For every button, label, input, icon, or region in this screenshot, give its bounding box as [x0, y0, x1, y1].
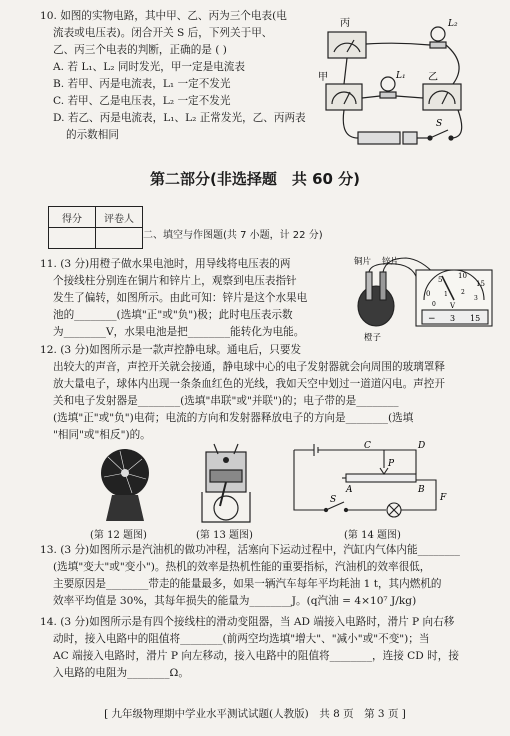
q13-line: 主要原因是________带走的能量最多，如果一辆汽车每年平均耗油 1 t，其内燃机的: [53, 578, 442, 590]
q11-line: 个接线柱分别连在铜片和锌片上，观察到电压表指针: [53, 275, 297, 287]
q10-option-d: D. 若乙、丙是电流表，L₁、L₂ 正常发光，乙、丙两表: [53, 112, 306, 124]
q12-line: "相同"或"相反")的。: [53, 429, 151, 441]
caption-fig-12: (第 12 题图): [90, 530, 147, 541]
question-14: [40, 614, 459, 682]
caption-fig-14: (第 14 题图): [344, 530, 401, 541]
label-f: F: [440, 493, 447, 503]
score-table: [48, 206, 143, 249]
q10-line: 乙、丙三个电表的判断，正确的是 ( ): [53, 44, 227, 56]
subtick-0: 0: [432, 301, 436, 308]
q10-line: 流表或电压表)。闭合开关 S 后，下列关于甲、: [53, 27, 273, 39]
q10-circuit-figure: [318, 14, 478, 164]
label-yi: 乙: [428, 72, 438, 83]
label-l2: L₂: [448, 19, 458, 29]
score-header: 得分: [49, 207, 96, 228]
q12-line: 放大量电子，球体内出现一条条血红色的光线，我如天空中划过一道道闪电。声控开: [53, 378, 445, 390]
label-orange: 橙子: [364, 333, 382, 343]
q10-option-a: A. 若 L₁、L₂ 同时发光，甲一定是电流表: [53, 61, 245, 73]
q13-line: 效率平均值是 30%，其每年损失的能量为________J。(q汽油 = 4×10⁷ J/kg): [53, 595, 417, 607]
label-jia: 甲: [318, 72, 328, 83]
q10-option-c: C. 若甲、乙是电压表，L₂ 一定不发光: [53, 95, 231, 107]
q12-line: 出较大的声音，声控开关就会接通，静电球中心的电子发射器就会向周围的玻璃罩释: [53, 361, 445, 373]
caption-fig-13: (第 13 题图): [196, 530, 253, 541]
question-12: [40, 342, 445, 444]
q12-line: 12. (3 分)如图所示是一款声控静电球。通电后，只要发: [40, 344, 302, 356]
q11-line: 发生了偏转，如图所示。由此可知：锌片是这个水果电: [53, 292, 308, 304]
subtick-2: 2: [461, 289, 465, 296]
q11-line: 池的________(选填"正"或"负")极；此时电压表示数: [53, 309, 293, 321]
label-p: P: [388, 459, 395, 469]
subtick-3: 3: [474, 295, 478, 302]
question-13: [40, 542, 460, 610]
q14-rheostat-circuit-figure: [286, 440, 466, 524]
page-footer: [ 九年级物理期中学业水平测试试题(人教版) 共 8 页 第 3 页 ]: [104, 708, 406, 720]
q14-line: AC 端接入电路时，滑片 P 向左移动，接入电路中的阻值将________，连接 CD 时，接: [53, 650, 459, 662]
q13-line: 13. (3 分)如图所示是汽油机的做功冲程，活塞向下运动过程中，汽缸内气体内能________: [40, 544, 460, 556]
label-bing: 丙: [340, 18, 350, 29]
section-title: 第二部分(非选择题 共 60 分): [149, 170, 361, 188]
q12-plasma-ball-figure: [90, 445, 160, 525]
part-heading: 二、填空与作图题(共 7 小题，计 22 分): [143, 230, 323, 241]
terminal-3: 3: [450, 314, 456, 323]
question-11: [40, 256, 307, 341]
label-s: S: [330, 495, 337, 505]
tick-5: 5: [438, 276, 443, 284]
terminal-15: 15: [470, 314, 481, 323]
grader-header: 评卷人: [96, 207, 143, 228]
q10-line: 10. 如图的实物电路，其中甲、乙、丙为三个电表(电: [40, 10, 287, 22]
label-copper: 铜片: [354, 257, 372, 267]
q10-line: 的示数相同: [66, 129, 119, 141]
unit-v: V: [450, 302, 456, 310]
label-s: S: [436, 119, 443, 129]
subtick-1: 1: [444, 291, 448, 298]
q14-line: 动时，接入电路中的阻值将________(前两空均选填"增大"、"减小"或"不变")；当: [53, 633, 430, 645]
label-l1: L₁: [396, 71, 406, 81]
label-b: B: [418, 485, 425, 495]
q12-line: 关和电子发射器是________(选填"串联"或"并联")的；电子带的是________: [53, 395, 399, 407]
terminal-minus: −: [428, 314, 436, 324]
q11-line: 11. (3 分)用橙子做水果电池时，用导线将电压表的两: [40, 258, 291, 270]
q14-line: 14. (3 分)如图所示是有四个接线柱的滑动变阻器，当 AD 端接入电路时，滑片 P 向右移: [40, 616, 455, 628]
tick-15: 15: [476, 280, 485, 288]
label-d: D: [418, 441, 426, 451]
tick-10: 10: [458, 272, 467, 280]
grader-cell: [96, 228, 143, 249]
score-cell: [49, 228, 96, 249]
q11-fruit-battery-figure: [346, 254, 496, 344]
q12-line: (选填"正"或"负")电荷；电流的方向和发射器释放电子的方向是________(选填: [53, 412, 414, 424]
q13-line: (选填"变大"或"变小")。热机的效率是热机性能的重要指标，汽油机的效率很低，: [53, 561, 431, 573]
label-zinc: 锌片: [382, 257, 400, 267]
q14-line: 入电路的电阻为________Ω。: [53, 667, 189, 679]
question-10: [40, 8, 306, 144]
q11-line: 为________V，水果电池是把________能转化为电能。: [53, 326, 305, 338]
q10-option-b: B. 若甲、丙是电流表，L₁ 一定不发光: [53, 78, 231, 90]
label-c: C: [364, 441, 371, 451]
tick-0: 0: [426, 290, 431, 298]
q13-engine-figure: [196, 440, 256, 526]
label-a: A: [346, 485, 353, 495]
